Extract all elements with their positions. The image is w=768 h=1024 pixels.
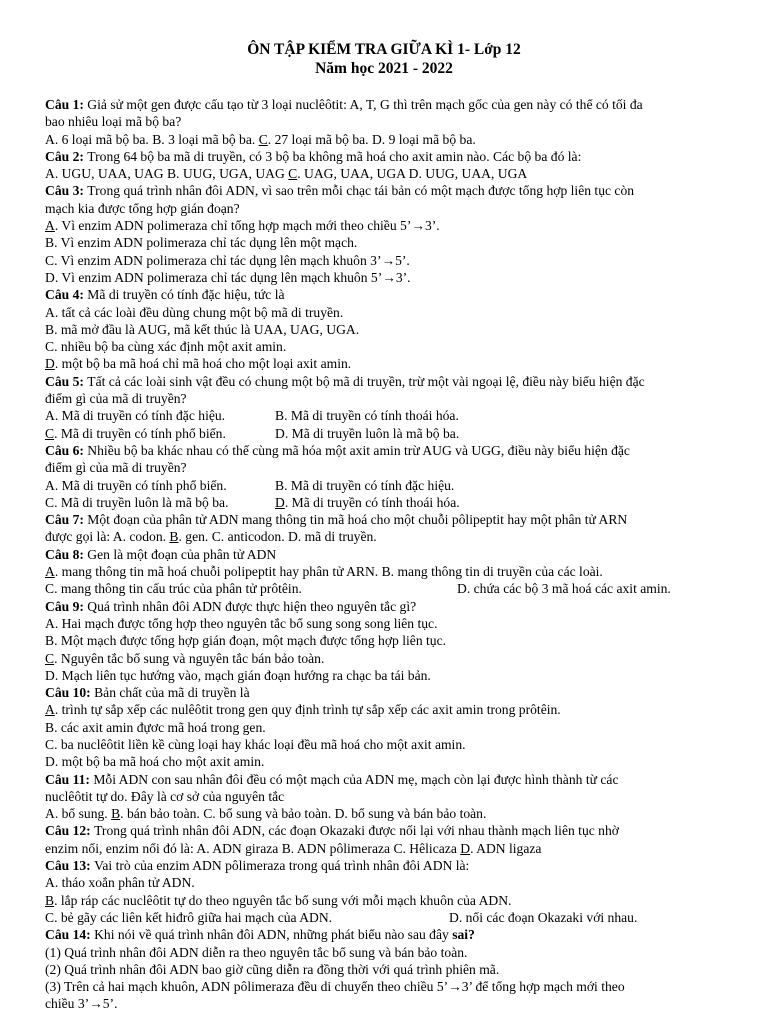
question-number: Câu 14: [45,927,95,943]
line-text: Trong quá trình nhân đôi ADN, vì sao trên mỗi chạc tái bản có một mạch được tổng hợp liên tục còn [87,183,635,199]
line-text: D. Mạch liên tục hướng vào, mạch gián đoạn hướng ra chạc ba tái bản. [45,667,431,683]
text-line [45,667,725,684]
text-line [45,113,725,130]
question-number: Câu 1: [45,97,88,112]
text-line [45,477,725,494]
option-column-b [449,909,637,926]
text-line [45,632,725,649]
text-line [45,909,725,926]
question-number: Câu 9: [45,598,88,614]
line-text: Nhiều bộ ba khác nhau có thể cùng mã hóa một axit amin trừ AUG và UGG, điều này biểu hiện đặc [87,442,630,458]
question-number: Câu 4: [45,287,88,303]
text-line [45,390,725,407]
text-line [45,978,725,995]
text-line [45,131,725,148]
line-text: Một đoạn của phân tử ADN mang thông tin mã hoá cho một chuỗi pôlipeptit hay một phân tử ARN [87,512,628,528]
answer-key-letter: A [45,702,55,718]
text-line [45,304,725,321]
page-title: ÔN TẬP KIỂM TRA GIỮA KÌ 1- Lớp 12 [247,41,521,58]
line-text: A. tháo xoắn phân tử ADN. [45,875,195,891]
text-line [45,701,725,718]
line-text: D. nối các đoạn Okazaki với nhau. [449,909,638,925]
answer-key-letter: D [460,840,471,856]
line-text: . gen. C. anticodon. D. mã di truyền. [178,529,377,545]
text-line [45,926,725,943]
text-line [45,511,725,528]
line-text: A. bổ sung. [45,806,112,822]
line-text: C. Vì enzim ADN polimeraza chỉ tác dụng lên mạch khuôn 3’→5’. [45,252,410,268]
answer-key-letter: C [288,166,298,182]
text-line [45,165,725,182]
line-text: C. mang thông tin cấu trúc của phân tử prôtêin. [45,581,302,597]
text-line [45,615,725,632]
text-line [45,234,725,251]
line-text: điểm gì của mã di truyền? [45,391,187,407]
text-line [45,442,725,459]
text-line [45,96,725,113]
line-text: B. Mã di truyền có tính đặc hiệu. [275,477,455,493]
text-line [45,373,725,390]
answer-key-letter: D [45,356,55,372]
line-text: . Vì enzim ADN polimeraza chỉ tổng hợp mạch mới theo chiều 5’→3’. [54,218,440,234]
text-line [45,148,725,165]
text-line [45,355,725,372]
option-column-b [275,407,459,424]
option-column-b [457,580,671,597]
answer-key-letter: A [45,218,55,234]
text-line [45,200,725,217]
line-text: Gen là một đoạn của phân tử ADN [87,546,277,562]
question-number: Câu 6: [45,442,88,458]
line-text: Trong quá trình nhân đôi ADN, các đoạn Okazaki được nối lại với nhau thành mạch liên tục nhờ [94,823,619,839]
line-text: (2) Quá trình nhân đôi ADN bao giờ cũng diễn ra đồng thời với quá trình phiên mã. [45,961,500,977]
line-text: . 27 loại mã bộ ba. D. 9 loại mã bộ ba. [267,131,476,147]
text-line [45,961,725,978]
answer-key-letter: C [45,425,55,441]
text-line [45,269,725,286]
text-line [45,407,725,424]
line-text: . lắp ráp các nuclêôtit tự do theo nguyên tắc bổ sung với mỗi mạch khuôn của ADN. [54,892,512,908]
line-text: được gọi là: A. codon. [45,529,170,545]
text-line [45,840,725,857]
text-line [45,944,725,961]
line-text: . UAG, UAA, UGA D. UUG, UAA, UGA [297,166,528,182]
line-text: mạch kia được tổng hợp gián đoạn? [45,200,240,216]
question-number: Câu 7: [45,512,88,528]
line-text: . Nguyên tắc bổ sung và nguyên tắc bán bảo toàn. [54,650,325,666]
line-text: Khi nói về quá trình nhân đôi ADN, những phát biểu nào sau đây [94,927,453,943]
line-text: Mỗi ADN con sau nhân đôi đều có một mạch của ADN mẹ, mạch còn lại được hình thành từ các [93,771,619,787]
text-line [45,546,725,563]
question-number: Câu 11: [45,771,94,787]
text-line [45,719,725,736]
line-text: D. chứa các bộ 3 mã hoá các axit amin. [457,581,671,597]
text-line [45,650,725,667]
text-line [45,857,725,874]
line-text: D. Mã di truyền luôn là mã bộ ba. [275,425,460,441]
text-line [45,338,725,355]
text-line [45,753,725,770]
line-text: A. Mã di truyền có tính đặc hiệu. [45,408,226,424]
text-line [45,494,725,511]
line-text: điểm gì của mã di truyền? [45,460,187,476]
line-text: nuclêôtit tự do. Đây là cơ sở của nguyên tắc [45,788,285,804]
text-line [45,874,725,891]
line-text: . một bộ ba mã hoá chỉ mã hoá cho một loại axit amin. [54,356,352,372]
question-number: Câu 3: [45,183,88,199]
text-line [45,321,725,338]
question-number: Câu 8: [45,546,88,562]
line-text: Mã di truyền có tính đặc hiệu, tức là [87,287,285,303]
option-column-b [275,477,454,494]
text-line [45,684,725,701]
question-number: Câu 13: [45,858,95,874]
line-text: B. các axit amin đựơc mã hoá trong gen. [45,719,266,735]
answer-key-letter: D [275,494,285,510]
text-line [45,788,725,805]
line-text: C. Mã di truyền luôn là mã bộ ba. [45,494,229,510]
line-text: B. Một mạch được tổng hợp gián đoạn, một mạch được tổng hợp liên tục. [45,633,447,649]
option-column-b [275,425,459,442]
text-line [45,995,725,1012]
line-text: . Mã di truyền có tính phổ biến. [54,425,226,441]
line-text: A. Hai mạch được tổng hợp theo nguyên tắc bổ sung song song liên tục. [45,615,438,631]
line-text: B. Mã di truyền có tính thoái hóa. [275,408,459,424]
text-line [45,252,725,269]
line-text: bao nhiêu loại mã bộ ba? [45,114,182,130]
line-text: chiều 3’→5’. [45,996,118,1012]
line-text: . bán bảo toàn. C. bổ sung và bảo toàn. D. bổ sung và bán bảo toàn. [120,806,487,822]
line-text: C. nhiều bộ ba cùng xác định một axit amin. [45,339,287,355]
line-text: Giả sử một gen được cấu tạo từ 3 loại nuclêôtit: A, T, G thì trên mạch gốc của gen này có thể có tối đa [87,97,643,112]
line-text: A. tất cả các loài đều dùng chung một bộ mã di truyền. [45,304,344,320]
line-text: A. 6 loại mã bộ ba. B. 3 loại mã bộ ba. [45,131,259,147]
line-text: . mang thông tin mã hoá chuỗi polipeptit hay phân tử ARN. B. mang thông tin di truyền của các loài. [54,564,603,580]
line-text: . Mã di truyền có tính thoái hóa. [284,494,460,510]
option-column-b [275,494,460,511]
answer-key-letter: A [45,564,55,580]
text-line [45,736,725,753]
line-text: D. một bộ ba mã hoá cho một axit amin. [45,754,265,770]
question-number: Câu 12: [45,823,95,839]
text-line [45,822,725,839]
text-line [45,771,725,788]
emphasis-text: sai? [452,927,475,943]
text-line [45,598,725,615]
answer-key-letter: B [169,529,179,545]
line-text: B. mã mở đầu là AUG, mã kết thúc là UAA, UAG, UGA. [45,321,360,337]
line-text: . ADN ligaza [470,840,542,856]
line-text: (1) Quá trình nhân đôi ADN diễn ra theo nguyên tắc bổ sung và bán bảo toàn. [45,944,468,960]
text-line [45,459,725,476]
question-number: Câu 2: [45,148,88,164]
text-line [45,580,725,597]
question-number: Câu 10: [45,685,95,701]
text-line [45,528,725,545]
text-line [45,892,725,909]
text-line [45,286,725,303]
line-text: D. Vì enzim ADN polimeraza chỉ tác dụng lên mạch khuôn 5’→3’. [45,269,411,285]
text-line [45,563,725,580]
page-subtitle: Năm học 2021 - 2022 [315,60,453,77]
text-line [45,805,725,822]
line-text: C. bẻ gãy các liên kết hiđrô giữa hai mạch của ADN. [45,909,333,925]
line-text: (3) Trên cả hai mạch khuôn, ADN pôlimeraza đều di chuyển theo chiều 5’→3’ để tổng hợp mạch mới theo [45,979,625,995]
answer-key-letter: C [45,650,55,666]
line-text: A. Mã di truyền có tính phổ biến. [45,477,227,493]
question-number: Câu 5: [45,373,88,389]
line-text: Tất cả các loài sinh vật đều có chung một bộ mã di truyền, trừ một vài ngoại lệ, điều này biểu hiện đặc [87,373,645,389]
text-line [45,217,725,234]
answer-key-letter: C [258,131,268,147]
line-text: B. Vì enzim ADN polimeraza chỉ tác dụng lên một mạch. [45,235,358,251]
line-text: Bản chất của mã di truyền là [94,685,250,701]
line-text: Quá trình nhân đôi ADN được thực hiện theo nguyên tắc gì? [87,598,417,614]
line-text: C. ba nuclêôtit liền kề cùng loại hay khác loại đều mã hoá cho một axit amin. [45,736,466,752]
line-text: Trong 64 bộ ba mã di truyền, có 3 bộ ba không mã hoá cho axit amin nào. Các bộ ba đó là: [87,148,582,164]
line-text: Vai trò của enzim ADN pôlimeraza trong quá trình nhân đôi ADN là: [94,858,470,874]
text-line [45,425,725,442]
line-text: A. UGU, UAA, UAG B. UUG, UGA, UAG [45,166,289,182]
line-text: . trình tự sắp xếp các nulêôtit trong gen quy định trình tự sắp xếp các axit amin trong prôtêin. [54,702,561,718]
question-list [45,96,725,1013]
line-text: enzim nối, enzim nối đó là: A. ADN giraza B. ADN pôlimeraza C. Hêlicaza [45,840,461,856]
answer-key-letter: B [111,806,121,822]
answer-key-letter: B [45,892,55,908]
text-line [45,182,725,199]
